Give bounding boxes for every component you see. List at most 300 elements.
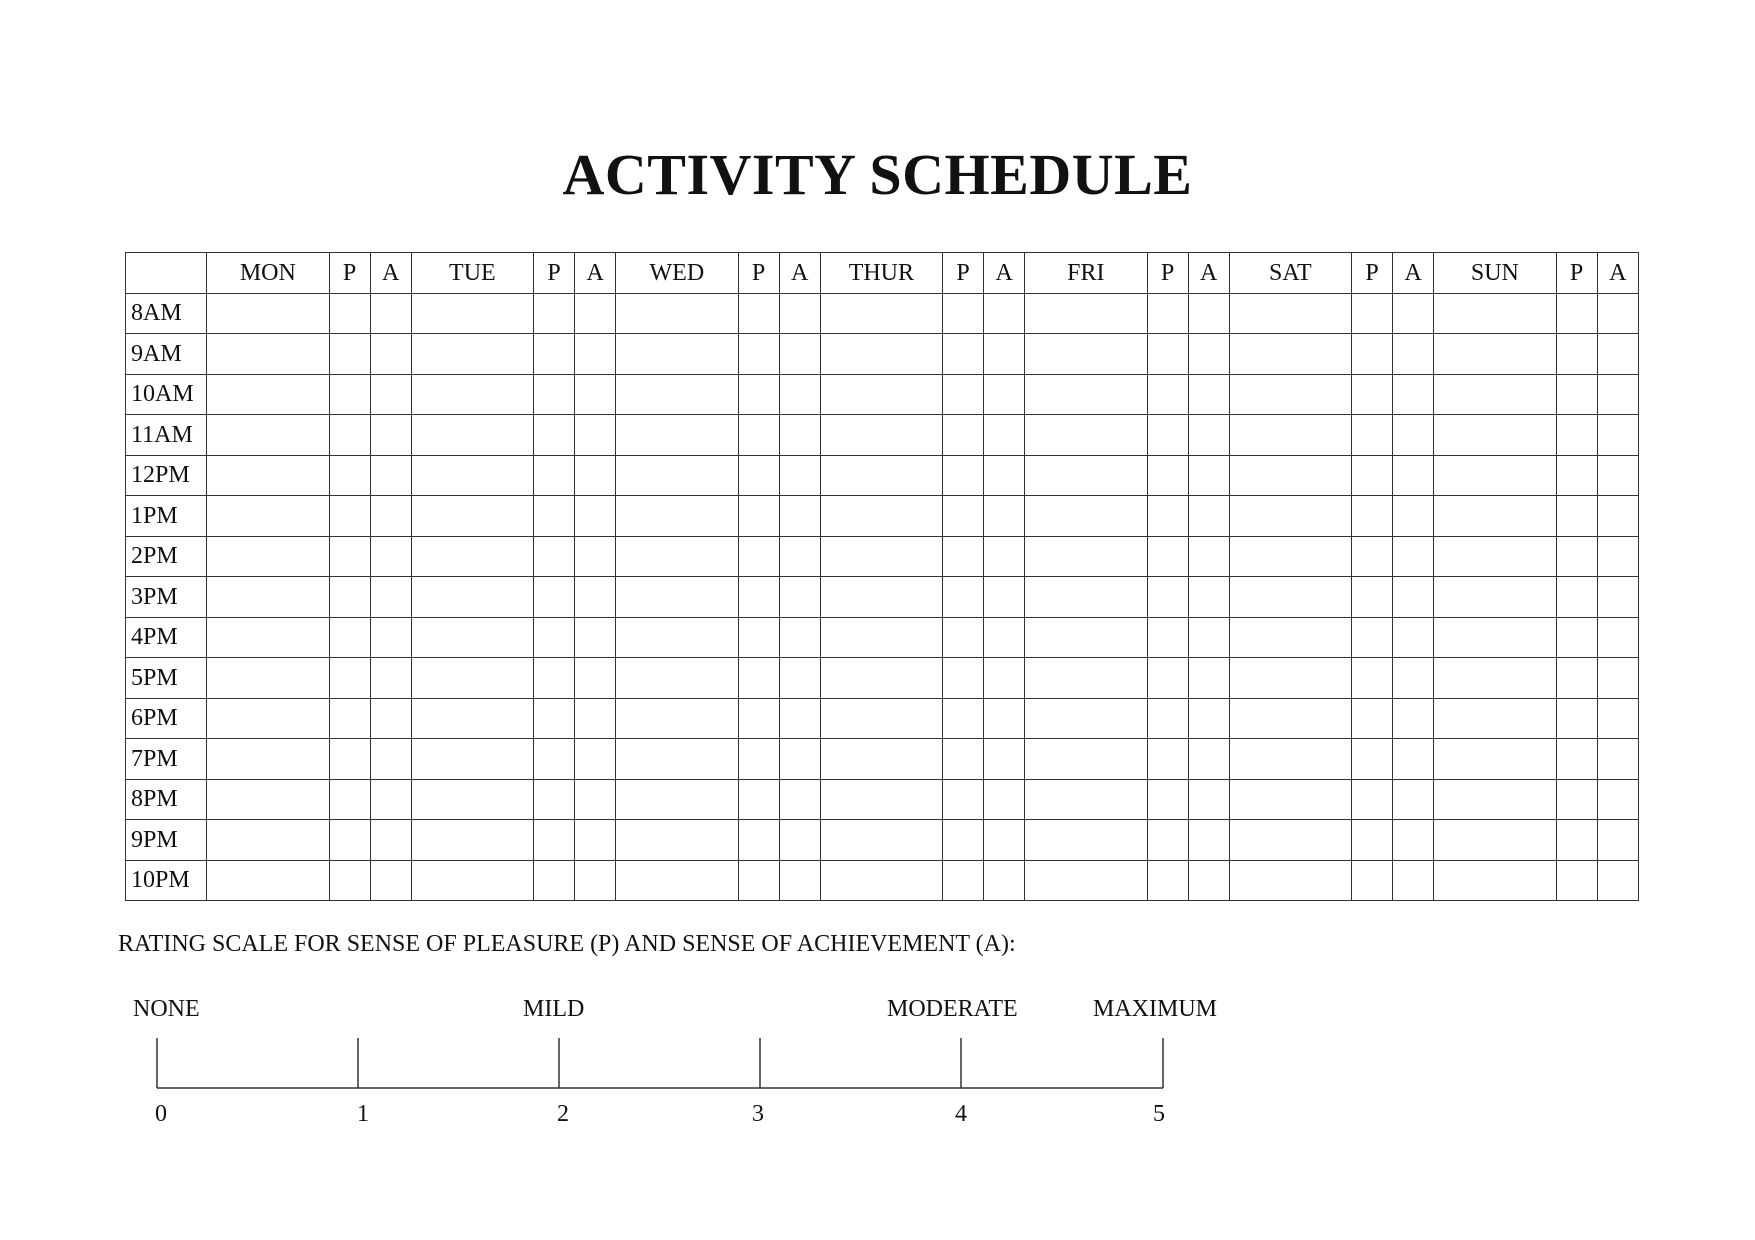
rating-cell[interactable] (738, 698, 779, 739)
rating-cell[interactable] (738, 455, 779, 496)
activity-cell[interactable] (207, 779, 329, 820)
rating-cell[interactable] (370, 536, 411, 577)
activity-cell[interactable] (207, 496, 329, 537)
activity-cell[interactable] (1229, 374, 1351, 415)
activity-cell[interactable] (616, 334, 738, 375)
activity-cell[interactable] (1434, 779, 1556, 820)
rating-cell[interactable] (1556, 698, 1597, 739)
rating-cell[interactable] (575, 455, 616, 496)
rating-cell[interactable] (1393, 860, 1434, 901)
rating-cell[interactable] (1352, 698, 1393, 739)
rating-cell[interactable] (534, 577, 575, 618)
activity-cell[interactable] (411, 698, 533, 739)
rating-cell[interactable] (1188, 617, 1229, 658)
rating-cell[interactable] (1597, 820, 1638, 861)
rating-cell[interactable] (1147, 293, 1188, 334)
activity-cell[interactable] (1025, 739, 1147, 780)
activity-cell[interactable] (207, 739, 329, 780)
rating-cell[interactable] (1352, 455, 1393, 496)
activity-cell[interactable] (820, 334, 942, 375)
rating-cell[interactable] (575, 779, 616, 820)
rating-cell[interactable] (329, 698, 370, 739)
rating-cell[interactable] (534, 698, 575, 739)
activity-cell[interactable] (1229, 455, 1351, 496)
rating-cell[interactable] (534, 820, 575, 861)
rating-cell[interactable] (575, 293, 616, 334)
activity-cell[interactable] (1229, 617, 1351, 658)
rating-cell[interactable] (1188, 658, 1229, 699)
activity-cell[interactable] (207, 860, 329, 901)
activity-cell[interactable] (1025, 455, 1147, 496)
rating-cell[interactable] (575, 577, 616, 618)
activity-cell[interactable] (1025, 577, 1147, 618)
rating-cell[interactable] (779, 577, 820, 618)
rating-cell[interactable] (1393, 536, 1434, 577)
rating-cell[interactable] (329, 293, 370, 334)
rating-cell[interactable] (1352, 739, 1393, 780)
activity-cell[interactable] (1434, 577, 1556, 618)
activity-cell[interactable] (820, 617, 942, 658)
activity-cell[interactable] (1434, 496, 1556, 537)
rating-cell[interactable] (370, 415, 411, 456)
activity-cell[interactable] (207, 415, 329, 456)
activity-cell[interactable] (820, 496, 942, 537)
rating-cell[interactable] (1556, 496, 1597, 537)
activity-cell[interactable] (616, 496, 738, 537)
rating-cell[interactable] (1597, 293, 1638, 334)
rating-cell[interactable] (1597, 860, 1638, 901)
rating-cell[interactable] (1188, 739, 1229, 780)
activity-cell[interactable] (411, 779, 533, 820)
activity-cell[interactable] (616, 293, 738, 334)
rating-cell[interactable] (1352, 536, 1393, 577)
rating-cell[interactable] (1393, 496, 1434, 537)
rating-cell[interactable] (943, 293, 984, 334)
rating-cell[interactable] (984, 455, 1025, 496)
rating-cell[interactable] (943, 415, 984, 456)
activity-cell[interactable] (1434, 860, 1556, 901)
rating-cell[interactable] (1147, 779, 1188, 820)
rating-cell[interactable] (534, 334, 575, 375)
activity-cell[interactable] (411, 617, 533, 658)
activity-cell[interactable] (207, 698, 329, 739)
rating-cell[interactable] (575, 536, 616, 577)
rating-cell[interactable] (943, 739, 984, 780)
rating-cell[interactable] (575, 617, 616, 658)
rating-cell[interactable] (943, 820, 984, 861)
rating-cell[interactable] (1597, 617, 1638, 658)
rating-cell[interactable] (1352, 293, 1393, 334)
rating-cell[interactable] (779, 698, 820, 739)
rating-cell[interactable] (779, 334, 820, 375)
rating-cell[interactable] (1147, 536, 1188, 577)
rating-cell[interactable] (575, 334, 616, 375)
activity-cell[interactable] (1434, 739, 1556, 780)
rating-cell[interactable] (329, 779, 370, 820)
activity-cell[interactable] (820, 455, 942, 496)
activity-cell[interactable] (1434, 374, 1556, 415)
activity-cell[interactable] (616, 617, 738, 658)
rating-cell[interactable] (779, 293, 820, 334)
activity-cell[interactable] (1434, 334, 1556, 375)
activity-cell[interactable] (1025, 860, 1147, 901)
activity-cell[interactable] (820, 658, 942, 699)
rating-cell[interactable] (329, 658, 370, 699)
activity-cell[interactable] (1229, 334, 1351, 375)
rating-cell[interactable] (329, 536, 370, 577)
rating-cell[interactable] (943, 455, 984, 496)
rating-cell[interactable] (1597, 334, 1638, 375)
activity-cell[interactable] (411, 577, 533, 618)
rating-cell[interactable] (1352, 658, 1393, 699)
activity-cell[interactable] (1229, 658, 1351, 699)
rating-cell[interactable] (370, 577, 411, 618)
activity-cell[interactable] (411, 455, 533, 496)
rating-cell[interactable] (575, 374, 616, 415)
rating-cell[interactable] (943, 658, 984, 699)
rating-cell[interactable] (984, 698, 1025, 739)
rating-cell[interactable] (370, 820, 411, 861)
activity-cell[interactable] (616, 698, 738, 739)
activity-cell[interactable] (411, 860, 533, 901)
rating-cell[interactable] (1597, 496, 1638, 537)
activity-cell[interactable] (411, 739, 533, 780)
rating-cell[interactable] (1188, 860, 1229, 901)
rating-cell[interactable] (1188, 455, 1229, 496)
rating-cell[interactable] (1147, 820, 1188, 861)
activity-cell[interactable] (820, 415, 942, 456)
rating-cell[interactable] (329, 820, 370, 861)
activity-cell[interactable] (1434, 617, 1556, 658)
rating-cell[interactable] (329, 374, 370, 415)
rating-cell[interactable] (1556, 860, 1597, 901)
rating-cell[interactable] (779, 779, 820, 820)
rating-cell[interactable] (370, 617, 411, 658)
rating-cell[interactable] (370, 374, 411, 415)
activity-cell[interactable] (411, 496, 533, 537)
rating-cell[interactable] (779, 536, 820, 577)
rating-cell[interactable] (738, 658, 779, 699)
rating-cell[interactable] (1556, 577, 1597, 618)
rating-cell[interactable] (738, 293, 779, 334)
rating-cell[interactable] (1393, 334, 1434, 375)
rating-cell[interactable] (1147, 658, 1188, 699)
activity-cell[interactable] (616, 658, 738, 699)
rating-cell[interactable] (370, 455, 411, 496)
rating-cell[interactable] (943, 577, 984, 618)
activity-cell[interactable] (616, 779, 738, 820)
activity-cell[interactable] (1434, 658, 1556, 699)
rating-cell[interactable] (1556, 415, 1597, 456)
rating-cell[interactable] (1597, 739, 1638, 780)
rating-cell[interactable] (575, 820, 616, 861)
rating-cell[interactable] (534, 617, 575, 658)
activity-cell[interactable] (1229, 820, 1351, 861)
activity-cell[interactable] (411, 415, 533, 456)
rating-cell[interactable] (984, 374, 1025, 415)
rating-cell[interactable] (1597, 658, 1638, 699)
activity-cell[interactable] (411, 293, 533, 334)
rating-cell[interactable] (1352, 496, 1393, 537)
rating-cell[interactable] (738, 779, 779, 820)
rating-cell[interactable] (1188, 374, 1229, 415)
activity-cell[interactable] (411, 536, 533, 577)
rating-cell[interactable] (1393, 779, 1434, 820)
activity-cell[interactable] (1025, 820, 1147, 861)
rating-cell[interactable] (738, 739, 779, 780)
rating-cell[interactable] (984, 617, 1025, 658)
activity-cell[interactable] (411, 820, 533, 861)
rating-cell[interactable] (984, 293, 1025, 334)
rating-cell[interactable] (943, 334, 984, 375)
activity-cell[interactable] (1229, 293, 1351, 334)
activity-cell[interactable] (1229, 536, 1351, 577)
activity-cell[interactable] (1025, 779, 1147, 820)
rating-cell[interactable] (534, 293, 575, 334)
rating-cell[interactable] (738, 374, 779, 415)
rating-cell[interactable] (779, 739, 820, 780)
activity-cell[interactable] (1229, 860, 1351, 901)
activity-cell[interactable] (1025, 293, 1147, 334)
rating-cell[interactable] (1393, 415, 1434, 456)
activity-cell[interactable] (1025, 415, 1147, 456)
rating-cell[interactable] (984, 658, 1025, 699)
rating-cell[interactable] (1352, 779, 1393, 820)
rating-cell[interactable] (1597, 698, 1638, 739)
rating-cell[interactable] (1352, 415, 1393, 456)
rating-cell[interactable] (329, 455, 370, 496)
rating-cell[interactable] (1393, 820, 1434, 861)
rating-cell[interactable] (984, 415, 1025, 456)
rating-cell[interactable] (1147, 860, 1188, 901)
activity-cell[interactable] (1434, 293, 1556, 334)
rating-cell[interactable] (1556, 334, 1597, 375)
rating-cell[interactable] (1147, 496, 1188, 537)
activity-cell[interactable] (1229, 698, 1351, 739)
rating-cell[interactable] (943, 779, 984, 820)
rating-cell[interactable] (943, 617, 984, 658)
rating-cell[interactable] (1352, 820, 1393, 861)
rating-cell[interactable] (329, 617, 370, 658)
activity-cell[interactable] (616, 455, 738, 496)
rating-cell[interactable] (370, 739, 411, 780)
rating-cell[interactable] (1393, 658, 1434, 699)
rating-cell[interactable] (1188, 293, 1229, 334)
rating-cell[interactable] (1556, 374, 1597, 415)
rating-cell[interactable] (1393, 617, 1434, 658)
rating-cell[interactable] (738, 820, 779, 861)
activity-cell[interactable] (207, 334, 329, 375)
activity-cell[interactable] (207, 374, 329, 415)
rating-cell[interactable] (575, 698, 616, 739)
rating-cell[interactable] (738, 860, 779, 901)
rating-cell[interactable] (1556, 293, 1597, 334)
rating-cell[interactable] (1352, 334, 1393, 375)
rating-cell[interactable] (1147, 617, 1188, 658)
activity-cell[interactable] (820, 820, 942, 861)
rating-cell[interactable] (984, 860, 1025, 901)
activity-cell[interactable] (820, 698, 942, 739)
rating-cell[interactable] (575, 415, 616, 456)
rating-cell[interactable] (370, 698, 411, 739)
rating-cell[interactable] (370, 334, 411, 375)
activity-cell[interactable] (616, 374, 738, 415)
rating-cell[interactable] (1393, 698, 1434, 739)
rating-cell[interactable] (534, 455, 575, 496)
rating-cell[interactable] (1188, 820, 1229, 861)
activity-cell[interactable] (1025, 496, 1147, 537)
rating-cell[interactable] (534, 536, 575, 577)
activity-cell[interactable] (616, 536, 738, 577)
activity-cell[interactable] (1434, 820, 1556, 861)
rating-cell[interactable] (1556, 779, 1597, 820)
rating-cell[interactable] (329, 860, 370, 901)
rating-cell[interactable] (1188, 415, 1229, 456)
activity-cell[interactable] (616, 415, 738, 456)
rating-cell[interactable] (984, 496, 1025, 537)
rating-cell[interactable] (534, 415, 575, 456)
rating-cell[interactable] (779, 374, 820, 415)
rating-cell[interactable] (779, 820, 820, 861)
rating-cell[interactable] (1597, 455, 1638, 496)
rating-cell[interactable] (329, 577, 370, 618)
activity-cell[interactable] (820, 779, 942, 820)
rating-cell[interactable] (329, 334, 370, 375)
rating-cell[interactable] (1352, 577, 1393, 618)
rating-cell[interactable] (370, 779, 411, 820)
rating-cell[interactable] (1393, 374, 1434, 415)
activity-cell[interactable] (1434, 455, 1556, 496)
activity-cell[interactable] (820, 739, 942, 780)
rating-cell[interactable] (1556, 739, 1597, 780)
rating-cell[interactable] (370, 658, 411, 699)
rating-cell[interactable] (534, 860, 575, 901)
rating-cell[interactable] (575, 658, 616, 699)
rating-cell[interactable] (370, 496, 411, 537)
rating-cell[interactable] (1393, 455, 1434, 496)
activity-cell[interactable] (616, 577, 738, 618)
rating-cell[interactable] (943, 698, 984, 739)
activity-cell[interactable] (1025, 334, 1147, 375)
activity-cell[interactable] (207, 577, 329, 618)
rating-cell[interactable] (984, 334, 1025, 375)
rating-cell[interactable] (738, 496, 779, 537)
activity-cell[interactable] (1434, 415, 1556, 456)
rating-cell[interactable] (1597, 374, 1638, 415)
activity-cell[interactable] (616, 739, 738, 780)
rating-cell[interactable] (1188, 779, 1229, 820)
rating-cell[interactable] (943, 860, 984, 901)
rating-cell[interactable] (1188, 577, 1229, 618)
rating-cell[interactable] (1556, 617, 1597, 658)
rating-cell[interactable] (1597, 577, 1638, 618)
rating-cell[interactable] (329, 415, 370, 456)
rating-cell[interactable] (534, 374, 575, 415)
rating-cell[interactable] (1352, 374, 1393, 415)
activity-cell[interactable] (207, 658, 329, 699)
activity-cell[interactable] (820, 860, 942, 901)
rating-cell[interactable] (738, 617, 779, 658)
rating-cell[interactable] (1147, 334, 1188, 375)
rating-cell[interactable] (575, 739, 616, 780)
activity-cell[interactable] (1025, 536, 1147, 577)
rating-cell[interactable] (984, 779, 1025, 820)
activity-cell[interactable] (820, 577, 942, 618)
activity-cell[interactable] (1025, 658, 1147, 699)
rating-cell[interactable] (779, 415, 820, 456)
rating-cell[interactable] (1147, 415, 1188, 456)
rating-cell[interactable] (779, 860, 820, 901)
activity-cell[interactable] (1025, 374, 1147, 415)
rating-cell[interactable] (575, 496, 616, 537)
rating-cell[interactable] (534, 658, 575, 699)
rating-cell[interactable] (370, 293, 411, 334)
rating-cell[interactable] (1352, 860, 1393, 901)
rating-cell[interactable] (738, 415, 779, 456)
rating-cell[interactable] (1188, 334, 1229, 375)
rating-cell[interactable] (1352, 617, 1393, 658)
rating-cell[interactable] (1556, 455, 1597, 496)
rating-cell[interactable] (779, 617, 820, 658)
rating-cell[interactable] (779, 496, 820, 537)
rating-cell[interactable] (1393, 293, 1434, 334)
rating-cell[interactable] (738, 577, 779, 618)
rating-cell[interactable] (1597, 779, 1638, 820)
activity-cell[interactable] (207, 617, 329, 658)
activity-cell[interactable] (207, 293, 329, 334)
rating-cell[interactable] (1188, 536, 1229, 577)
activity-cell[interactable] (207, 455, 329, 496)
rating-cell[interactable] (1556, 820, 1597, 861)
activity-cell[interactable] (1229, 779, 1351, 820)
activity-cell[interactable] (1434, 536, 1556, 577)
rating-cell[interactable] (1147, 577, 1188, 618)
activity-cell[interactable] (207, 820, 329, 861)
activity-cell[interactable] (820, 536, 942, 577)
rating-cell[interactable] (329, 739, 370, 780)
rating-cell[interactable] (1188, 698, 1229, 739)
activity-cell[interactable] (1229, 415, 1351, 456)
rating-cell[interactable] (1556, 536, 1597, 577)
rating-cell[interactable] (370, 860, 411, 901)
rating-cell[interactable] (984, 739, 1025, 780)
rating-cell[interactable] (943, 374, 984, 415)
rating-cell[interactable] (984, 820, 1025, 861)
rating-cell[interactable] (1556, 658, 1597, 699)
rating-cell[interactable] (534, 779, 575, 820)
rating-cell[interactable] (984, 577, 1025, 618)
activity-cell[interactable] (1025, 617, 1147, 658)
activity-cell[interactable] (616, 820, 738, 861)
rating-cell[interactable] (1393, 577, 1434, 618)
activity-cell[interactable] (411, 334, 533, 375)
rating-cell[interactable] (1147, 374, 1188, 415)
activity-cell[interactable] (1434, 698, 1556, 739)
rating-cell[interactable] (1597, 415, 1638, 456)
rating-cell[interactable] (1147, 455, 1188, 496)
rating-cell[interactable] (575, 860, 616, 901)
rating-cell[interactable] (943, 496, 984, 537)
rating-cell[interactable] (738, 334, 779, 375)
rating-cell[interactable] (534, 496, 575, 537)
rating-cell[interactable] (1393, 739, 1434, 780)
activity-cell[interactable] (820, 374, 942, 415)
rating-cell[interactable] (779, 658, 820, 699)
rating-cell[interactable] (329, 496, 370, 537)
rating-cell[interactable] (1188, 496, 1229, 537)
activity-cell[interactable] (1025, 698, 1147, 739)
rating-cell[interactable] (1147, 739, 1188, 780)
